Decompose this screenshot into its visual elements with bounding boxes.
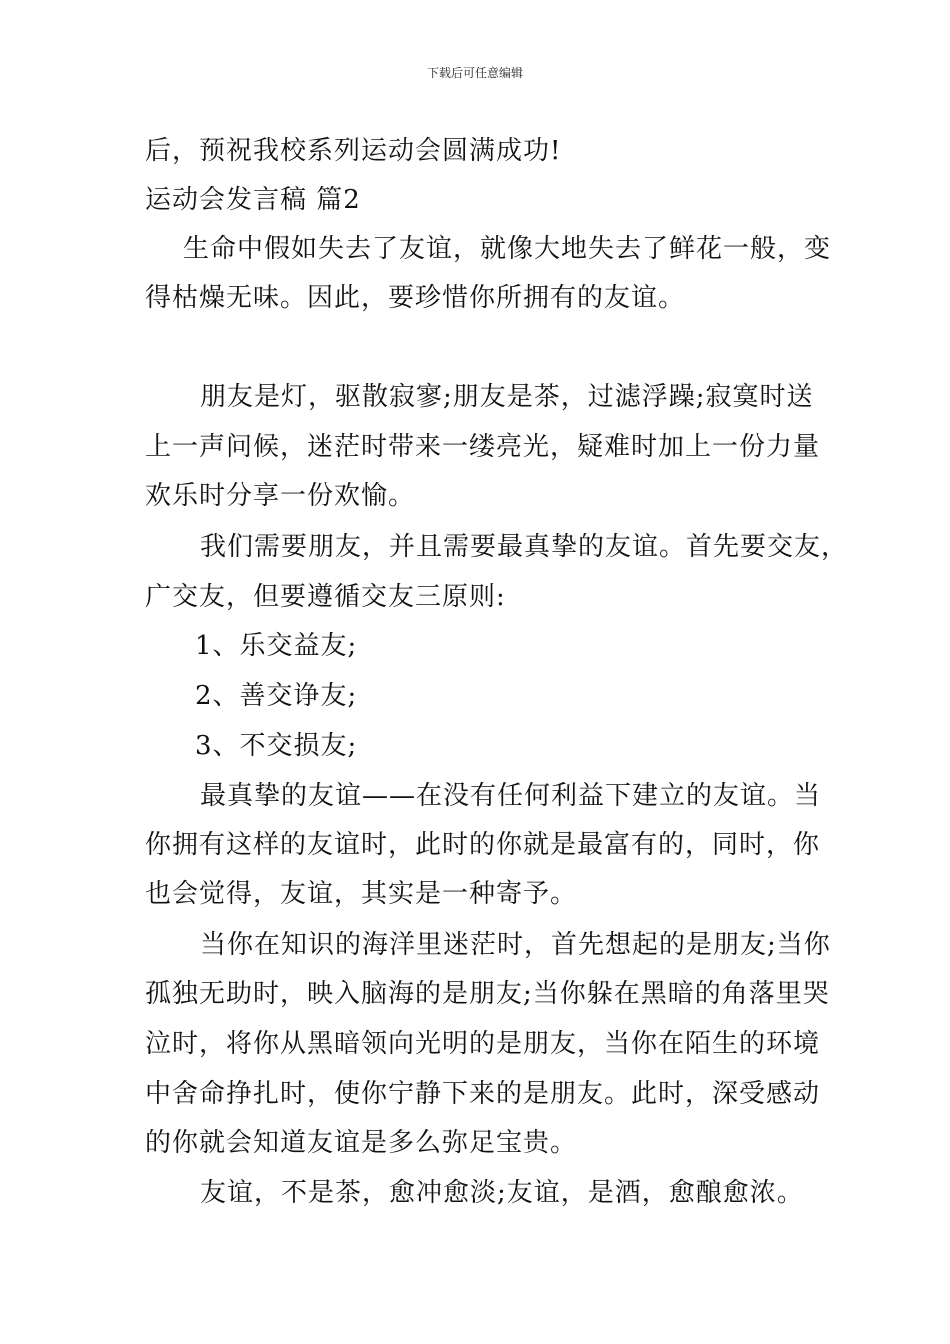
text-line: 上一声问候，迷茫时带来一缕亮光，疑难时加上一份力量 — [145, 432, 821, 462]
text-line: 朋友是灯，驱散寂寥;朋友是茶，过滤浮躁;寂寞时送 — [200, 382, 814, 412]
text-line: 当你在知识的海洋里迷茫时，首先想起的是朋友;当你 — [200, 930, 831, 960]
text-line: 广交友，但要遵循交友三原则: — [145, 582, 506, 612]
text-line: 中舍命挣扎时，使你宁静下来的是朋友。此时，深受感动 — [145, 1079, 821, 1109]
text-line: 孤独无助时，映入脑海的是朋友;当你躲在黑暗的角落里哭 — [145, 979, 830, 1009]
text-line: 欢乐时分享一份欢愉。 — [145, 481, 416, 511]
list-item: 2、善交诤友; — [195, 681, 358, 711]
list-item: 3、不交损友; — [195, 731, 358, 761]
header-note: 下载后可任意编辑 — [426, 66, 523, 80]
text-line: 泣时，将你从黑暗领向光明的是朋友，当你在陌生的环境 — [145, 1029, 821, 1059]
text-line: 得枯燥无味。因此，要珍惜你所拥有的友谊。 — [145, 283, 686, 313]
text-line: 最真挚的友谊——在没有任何利益下建立的友谊。当 — [200, 781, 822, 811]
text-line: 生命中假如失去了友谊，就像大地失去了鲜花一般，变 — [183, 234, 832, 264]
text-line-closing: 后，预祝我校系列运动会圆满成功! — [145, 136, 562, 166]
text-line: 友谊，不是茶，愈冲愈淡;友谊，是酒，愈酿愈浓。 — [200, 1178, 804, 1208]
list-item: 1、乐交益友; — [195, 631, 358, 661]
text-line: 的你就会知道友谊是多么弥足宝贵。 — [145, 1128, 578, 1158]
text-line: 也会觉得，友谊，其实是一种寄予。 — [145, 879, 578, 909]
section-heading: 运动会发言稿 篇2 — [145, 185, 361, 215]
text-line: 你拥有这样的友谊时，此时的你就是最富有的，同时，你 — [145, 830, 821, 860]
text-line: 我们需要朋友，并且需要最真挚的友谊。首先要交友， — [200, 532, 849, 562]
